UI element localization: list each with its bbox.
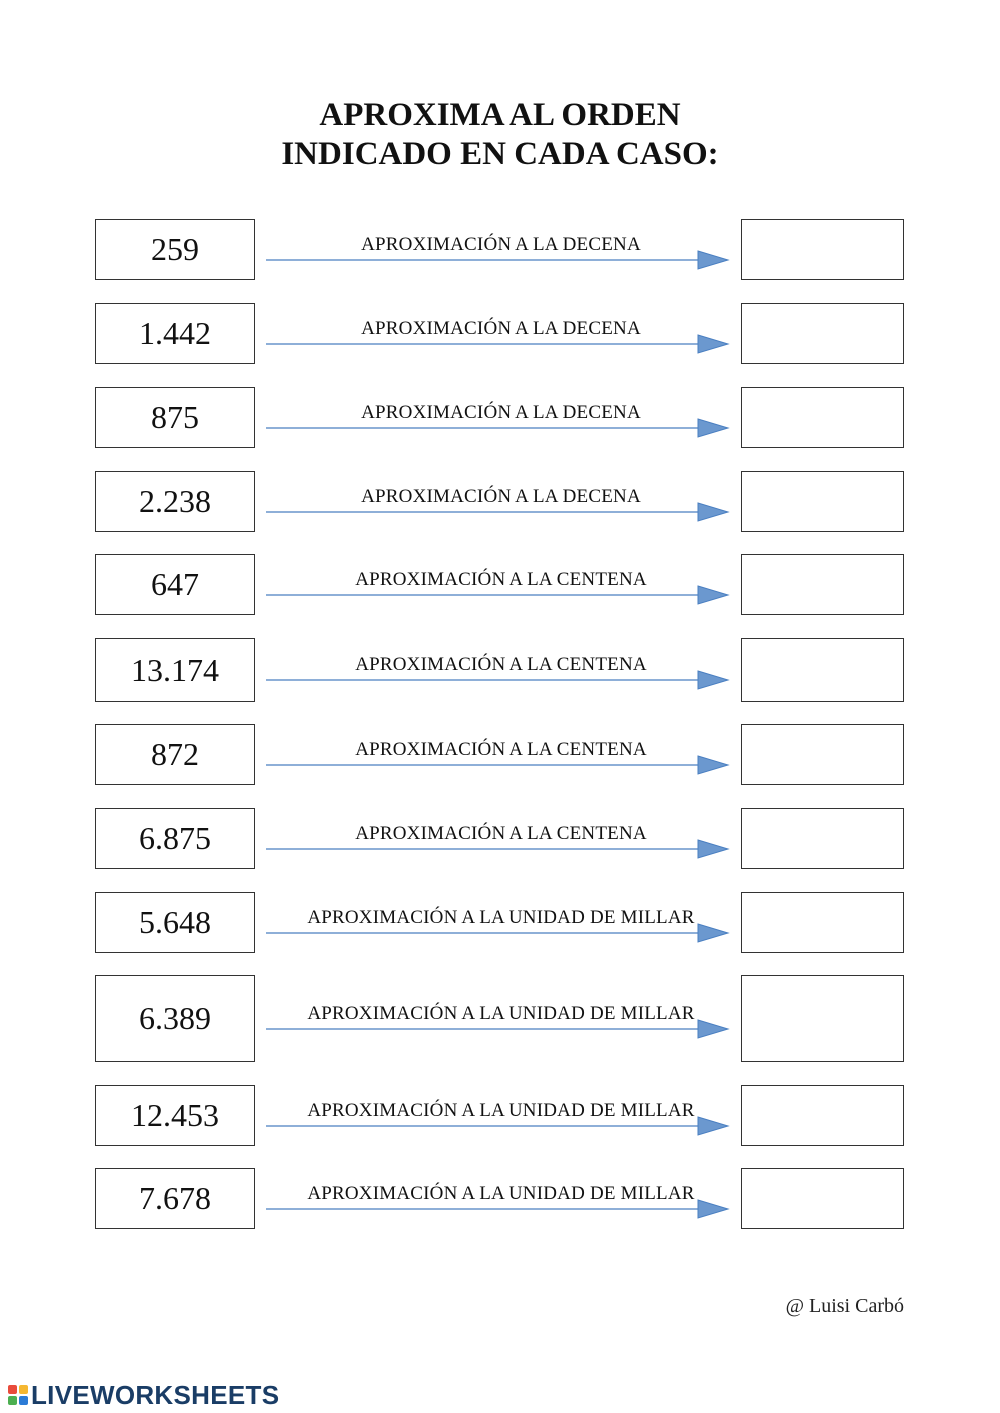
number-box: 6.389: [95, 975, 255, 1062]
arrow-icon: [266, 416, 730, 440]
arrow-head: [698, 1020, 728, 1038]
approximation-instruction: APROXIMACIÓN A LA CENTENA: [355, 654, 647, 675]
answer-box[interactable]: [741, 892, 904, 953]
arrow-icon: [266, 583, 730, 607]
author-credit: @ Luisi Carbó: [785, 1295, 904, 1317]
answer-box[interactable]: [741, 724, 904, 785]
arrow-icon: [266, 837, 730, 861]
approximation-instruction: APROXIMACIÓN A LA CENTENA: [355, 569, 647, 590]
exercise-row: [0, 1085, 1000, 1146]
approximation-instruction: APROXIMACIÓN A LA UNIDAD DE MILLAR: [307, 1003, 695, 1024]
arrow-icon: [266, 921, 730, 945]
answer-box[interactable]: [741, 219, 904, 280]
exercise-row: [0, 975, 1000, 1062]
arrow-head: [698, 586, 728, 604]
answer-box[interactable]: [741, 975, 904, 1062]
approximation-instruction: APROXIMACIÓN A LA CENTENA: [355, 823, 647, 844]
arrow-icon: [266, 1017, 730, 1041]
liveworksheets-logo: [8, 1381, 279, 1409]
arrow-icon: [266, 753, 730, 777]
answer-box[interactable]: [741, 303, 904, 364]
approximation-instruction: APROXIMACIÓN A LA DECENA: [361, 234, 641, 255]
arrow-icon: [266, 1114, 730, 1138]
arrow-head: [698, 1117, 728, 1135]
arrow-head: [698, 756, 728, 774]
arrow-icon: [266, 500, 730, 524]
exercise-row: [0, 219, 1000, 280]
liveworksheets-logo-icon: [8, 1385, 28, 1405]
liveworksheets-logo-text: LIVEWORKSHEETS: [31, 1379, 280, 1410]
exercise-row: [0, 303, 1000, 364]
arrow-icon: [266, 248, 730, 272]
exercise-row: [0, 638, 1000, 702]
answer-box[interactable]: [741, 1085, 904, 1146]
answer-box[interactable]: [741, 638, 904, 702]
answer-box[interactable]: [741, 471, 904, 532]
exercise-row: [0, 471, 1000, 532]
arrow-icon: [266, 1197, 730, 1221]
arrow-head: [698, 251, 728, 269]
arrow-head: [698, 503, 728, 521]
exercise-row: [0, 892, 1000, 953]
answer-box[interactable]: [741, 1168, 904, 1229]
worksheet-title: [0, 96, 1000, 174]
logo-tile: [19, 1385, 28, 1394]
arrow-head: [698, 335, 728, 353]
logo-tile: [8, 1396, 17, 1405]
answer-box[interactable]: [741, 387, 904, 448]
answer-box[interactable]: [741, 554, 904, 615]
approximation-instruction: APROXIMACIÓN A LA UNIDAD DE MILLAR: [307, 1183, 695, 1204]
number-box: 259: [95, 219, 255, 280]
approximation-instruction: APROXIMACIÓN A LA DECENA: [361, 486, 641, 507]
number-box: 5.648: [95, 892, 255, 953]
exercise-row: [0, 387, 1000, 448]
exercise-row: [0, 808, 1000, 869]
exercise-row: [0, 554, 1000, 615]
number-box: 12.453: [95, 1085, 255, 1146]
approximation-instruction: APROXIMACIÓN A LA DECENA: [361, 318, 641, 339]
number-box: 1.442: [95, 303, 255, 364]
approximation-instruction: APROXIMACIÓN A LA CENTENA: [355, 739, 647, 760]
arrow-head: [698, 1200, 728, 1218]
approximation-instruction: APROXIMACIÓN A LA UNIDAD DE MILLAR: [307, 907, 695, 928]
title-line-2: INDICADO EN CADA CASO:: [281, 136, 719, 172]
exercise-row: [0, 724, 1000, 785]
arrow-icon: [266, 668, 730, 692]
exercise-row: [0, 1168, 1000, 1229]
number-box: 875: [95, 387, 255, 448]
arrow-icon: [266, 332, 730, 356]
number-box: 7.678: [95, 1168, 255, 1229]
number-box: 872: [95, 724, 255, 785]
approximation-instruction: APROXIMACIÓN A LA DECENA: [361, 402, 641, 423]
logo-tile: [19, 1396, 28, 1405]
logo-tile: [8, 1385, 17, 1394]
arrow-head: [698, 671, 728, 689]
arrow-head: [698, 419, 728, 437]
number-box: 13.174: [95, 638, 255, 702]
number-box: 6.875: [95, 808, 255, 869]
number-box: 647: [95, 554, 255, 615]
approximation-instruction: APROXIMACIÓN A LA UNIDAD DE MILLAR: [307, 1100, 695, 1121]
number-box: 2.238: [95, 471, 255, 532]
title-line-1: APROXIMA AL ORDEN: [319, 97, 681, 133]
answer-box[interactable]: [741, 808, 904, 869]
arrow-head: [698, 840, 728, 858]
arrow-head: [698, 924, 728, 942]
